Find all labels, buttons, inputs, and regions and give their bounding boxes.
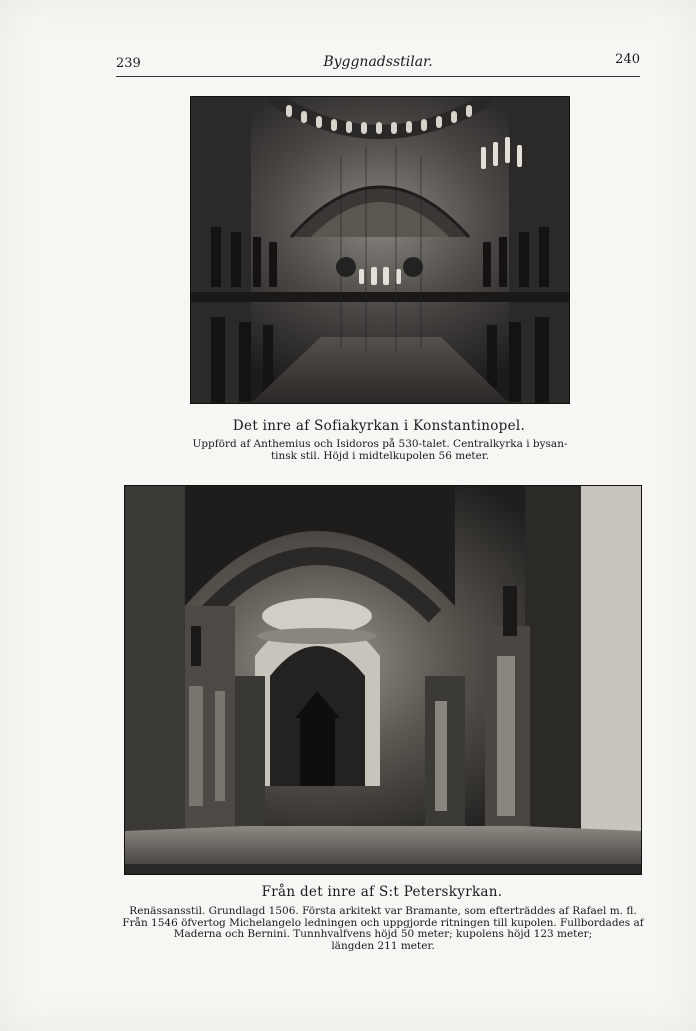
st-peters-photo xyxy=(124,485,642,875)
figure1-caption-line: Uppförd af Anthemius och Isidoros på 530-talet. Centralkyrka i bysan- xyxy=(192,438,568,450)
page-number-right: 240 xyxy=(615,52,640,67)
figure2-caption-line: Från 1546 öfvertog Michelangelo ledningen och uppgjorde ritningen till kupolen. Fullbordades af xyxy=(122,916,644,929)
running-title: Byggnadsstilar. xyxy=(323,54,433,70)
figure1-caption xyxy=(180,438,580,462)
figure2-caption-line: Maderna och Bernini. Tunnhvalfvens höjd 50 meter; kupolens höjd 123 meter; xyxy=(173,928,593,940)
hagia-sophia-photo xyxy=(190,96,570,404)
figure2-title: Från det inre af S:t Peterskyrkan. xyxy=(261,884,503,900)
figure2-caption xyxy=(118,906,648,952)
figure1-title: Det inre af Sofiakyrkan i Konstantinopel. xyxy=(232,418,526,434)
running-header xyxy=(116,52,640,76)
header-rule xyxy=(116,76,640,77)
figure1-caption-line: tinsk stil. Höjd i midtelkupolen 56 meter. xyxy=(270,450,490,462)
figure2-caption-line: längden 211 meter. xyxy=(331,939,435,952)
page-number-left: 239 xyxy=(116,56,141,71)
figure2-caption-line: Renässansstil. Grundlagd 1506. Första arkitekt var Bramante, som efterträddes af Rafael m. fl. xyxy=(129,905,637,917)
